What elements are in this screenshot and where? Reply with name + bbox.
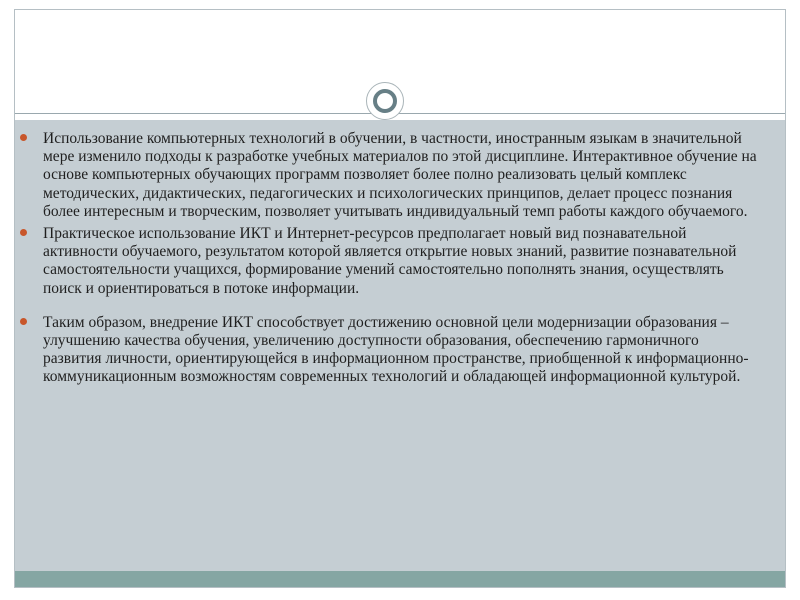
footer-band bbox=[15, 571, 785, 588]
circle-ring-icon bbox=[366, 82, 404, 120]
bullet-dot-icon bbox=[20, 229, 27, 236]
bullet-item bbox=[20, 130, 760, 221]
bullet-dot-icon bbox=[20, 318, 27, 325]
title-divider bbox=[15, 113, 785, 114]
bullet-item bbox=[20, 314, 760, 387]
bullet-text: Таким образом, внедрение ИКТ способствует достижению основной цели модернизации образования – улучшению качества обучения, увеличению доступности образования, обеспечению гармоничного развития личности, ориентирующейся в информационном пространстве, приобщенной к информационно-коммуникационным возможностям современных технологий и обладающей информационной культурой. bbox=[43, 313, 749, 386]
bullet-item bbox=[20, 225, 760, 298]
bullet-dot-icon bbox=[20, 134, 27, 141]
bullet-text: Практическое использование ИКТ и Интернет-ресурсов предполагает новый вид познавательной активности обучаемого, результатом которой является открытие новых знаний, развитие познавательной самостоятельности учащихся, формирование умений самостоятельно пополнять знания, осуществлять поиск и ориентироваться в потоке информации. bbox=[43, 225, 737, 297]
bullet-text: Использование компьютерных технологий в обучении, в частности, иностранным языкам в значительной мере изменило подходы к разработке учебных материалов по этой дисциплине. Интерактивное обучение на основе компьютерных обучающих программ позволяет более полно реализовать целый комплекс методических, дидактических, педагогических и психологических принципов, делает процесс познания более интересным и творческим, позволяет учитывать индивидуальный темп работы каждого обучаемого. bbox=[43, 130, 757, 220]
bullet-list bbox=[20, 130, 760, 391]
